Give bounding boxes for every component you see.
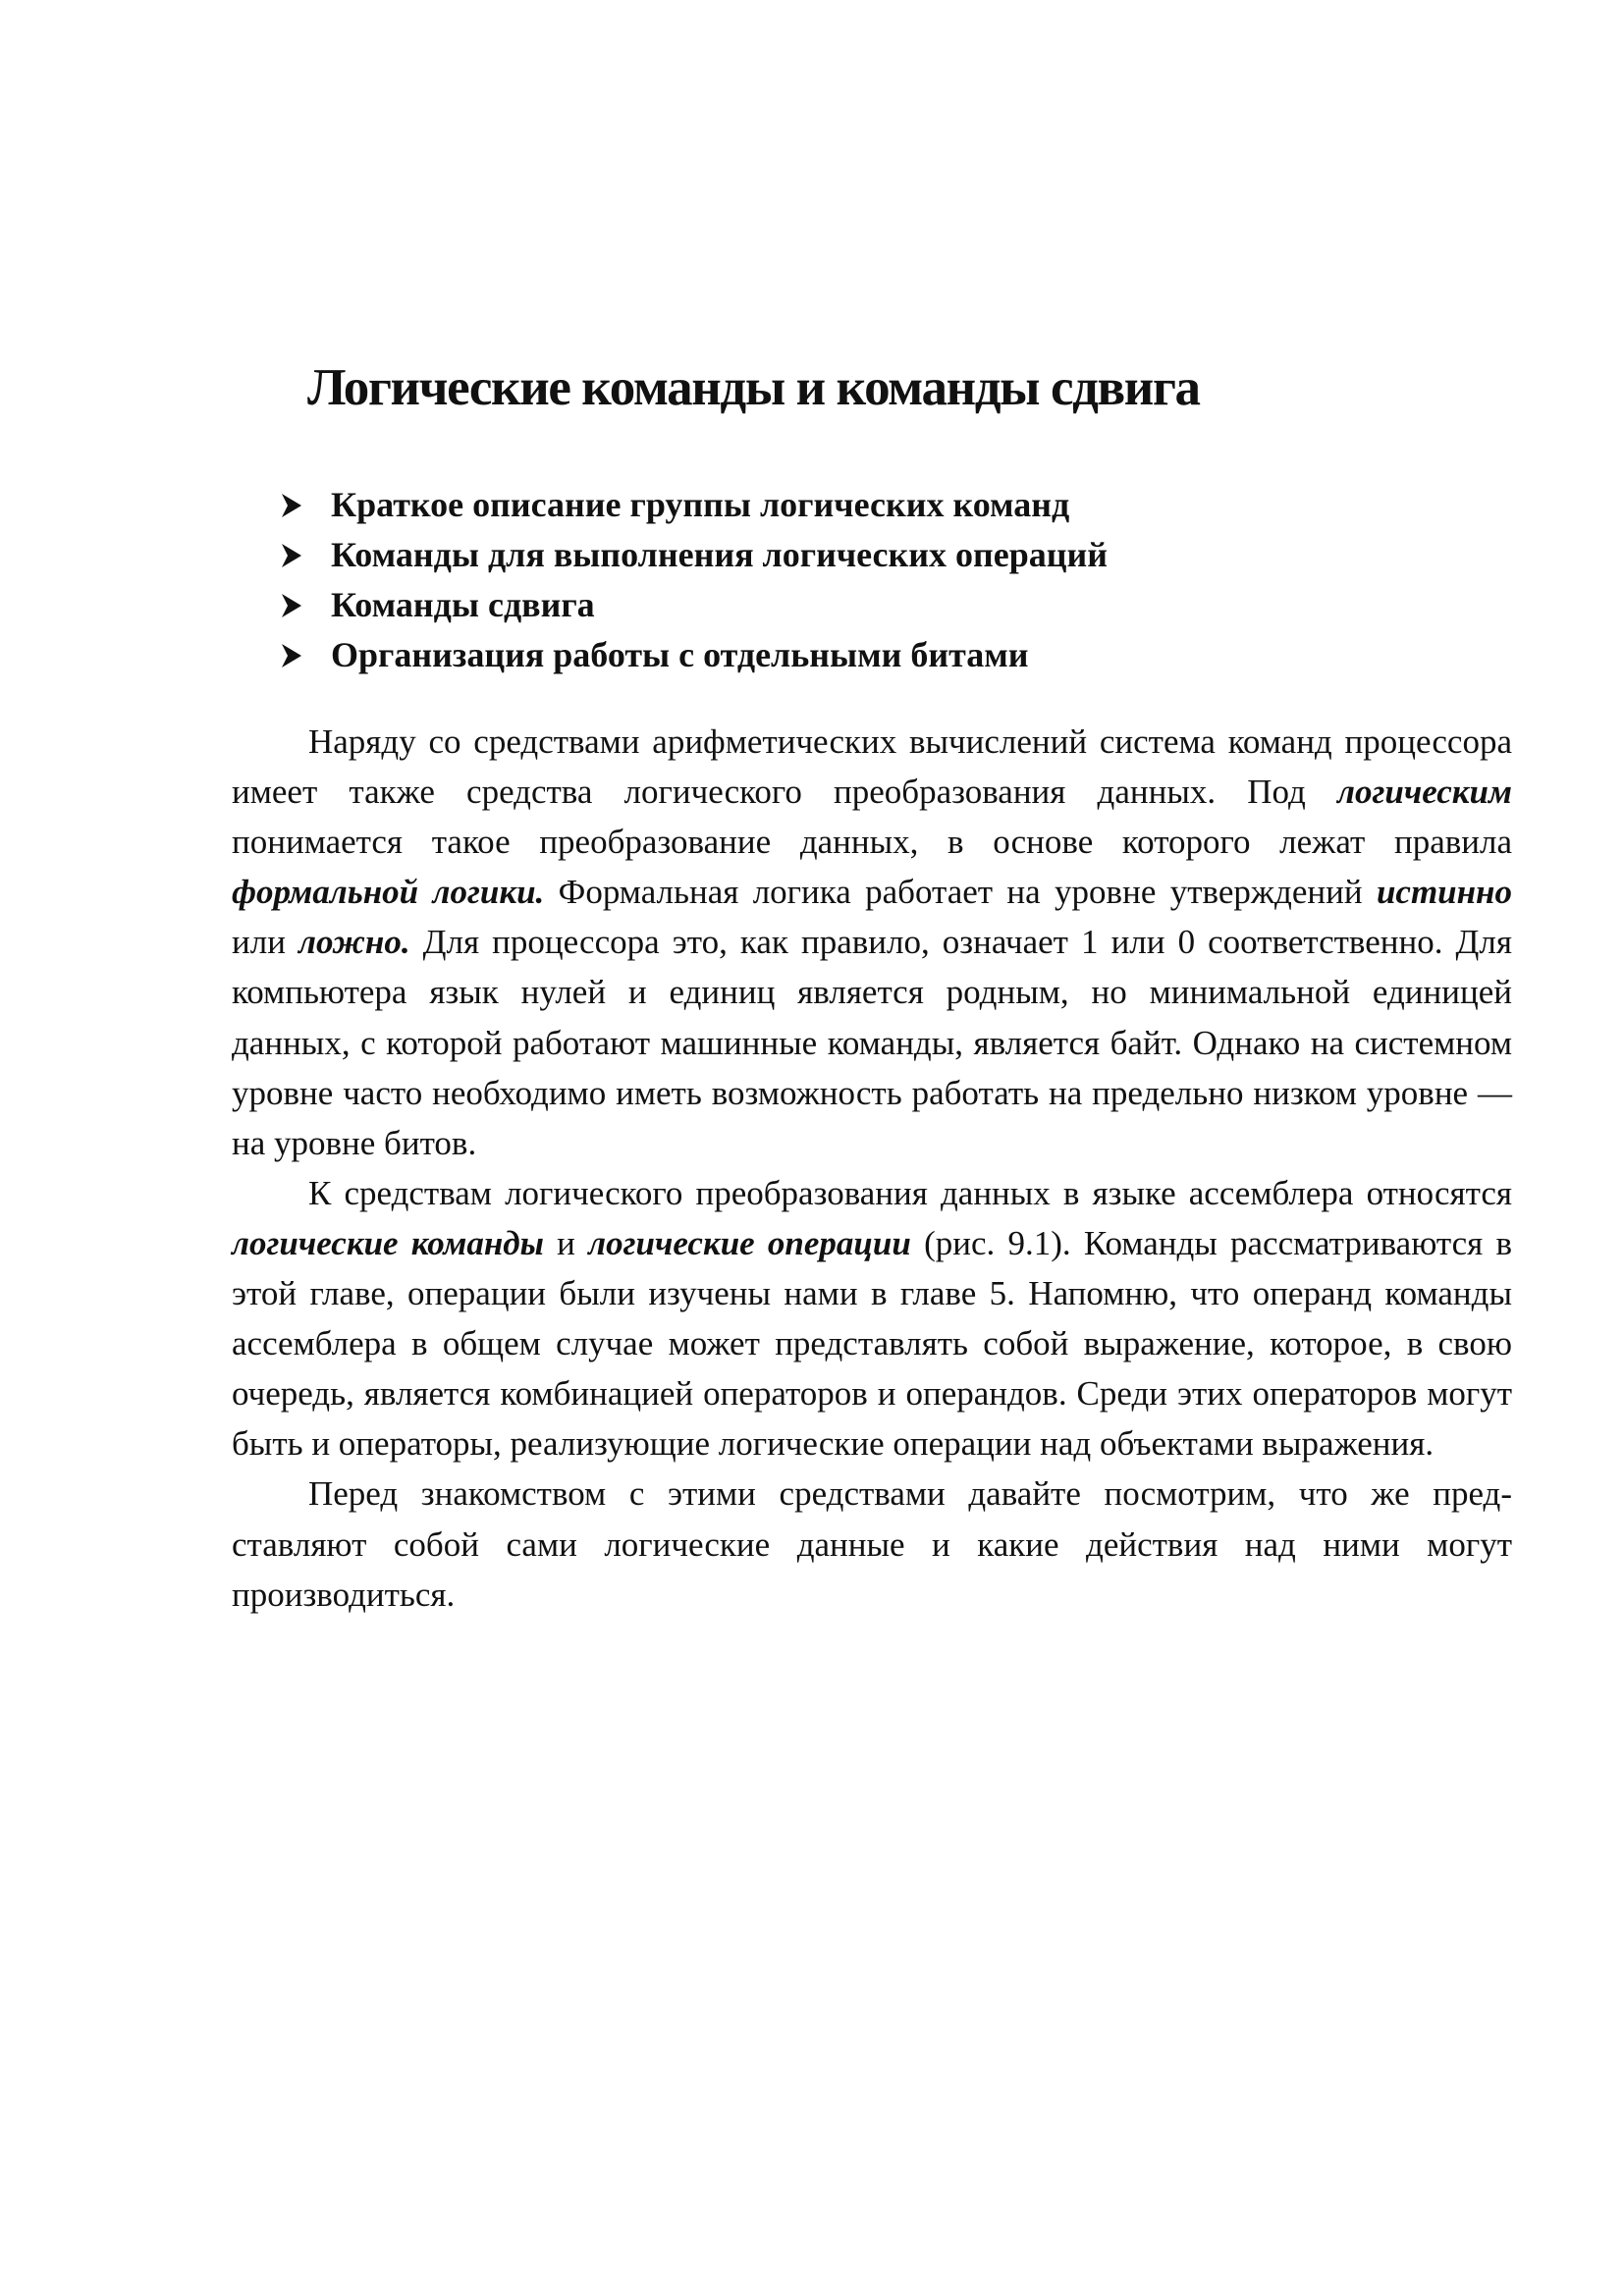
emphasis-term: логические операции <box>588 1223 911 1262</box>
text-run: Формальная логика работает на уровне утверждений <box>544 873 1377 912</box>
topic-label: Команды для выполнения логических операций <box>331 535 1108 574</box>
text-run: К средствам логического преобразования данных в языке ассемблера относятся <box>308 1173 1512 1212</box>
chapter-topics-list <box>282 480 1108 680</box>
emphasis-term: истинно <box>1376 873 1512 912</box>
text-run: (рис. 9.1). Команды рассматриваются в этой главе, операции были изучены нами в главе 5. Напомню, что операнд команды ассемблера в общем случае может представлять собой выражение, которое, в свою очередь, является комбинацией операторов и операндов. Среди этих операторов могут быть и операторы, реализующие логические операции над объектами выражения. <box>232 1223 1513 1464</box>
text-run: и <box>543 1223 589 1262</box>
arrow-bullet-icon <box>282 644 301 667</box>
emphasis-term: формальной логики. <box>232 873 545 912</box>
emphasis-term: ложно. <box>298 923 410 962</box>
topic-label: Команды сдвига <box>331 585 595 624</box>
topic-item <box>282 530 1108 580</box>
emphasis-term: логические команды <box>232 1223 544 1262</box>
topic-label: Организация работы с отдельными битами <box>331 635 1029 674</box>
text-run: или <box>232 923 298 962</box>
arrow-bullet-icon <box>282 494 301 517</box>
paragraph-3 <box>232 1468 1512 1619</box>
chapter-title: Логические команды и команды сдвига <box>307 359 1200 416</box>
topic-label: Краткое описание группы логических команд <box>331 485 1070 524</box>
text-run: Наряду со средствами арифметических вычислений система команд процессора имеет также средства логического преобразования данных. Под <box>232 722 1512 812</box>
topic-item <box>282 480 1108 530</box>
topic-item <box>282 580 1108 630</box>
text-run: Перед знакомством с этими средствами давайте посмотрим, что же пред-ставляют собой сами логические данные и какие действия над ними могут производиться. <box>232 1474 1512 1614</box>
arrow-bullet-icon <box>282 594 301 617</box>
body-text <box>232 717 1512 1620</box>
paragraph-1 <box>232 717 1512 1168</box>
text-run: понимается такое преобразование данных, в основе которого лежат правила <box>232 823 1512 862</box>
arrow-bullet-icon <box>282 544 301 567</box>
emphasis-term: логическим <box>1336 773 1512 812</box>
text-run: Для процессора это, как правило, означает 1 или 0 соответственно. Для компьютера язык нулей и единиц является родным, но минимальной единицей данных, с которой работают машинные команды, является байт. Однако на системном уровне часто необходимо иметь возможность работать на предельно низком уровне — на уровне битов. <box>232 923 1512 1162</box>
paragraph-2 <box>232 1168 1512 1469</box>
topic-item <box>282 630 1108 680</box>
